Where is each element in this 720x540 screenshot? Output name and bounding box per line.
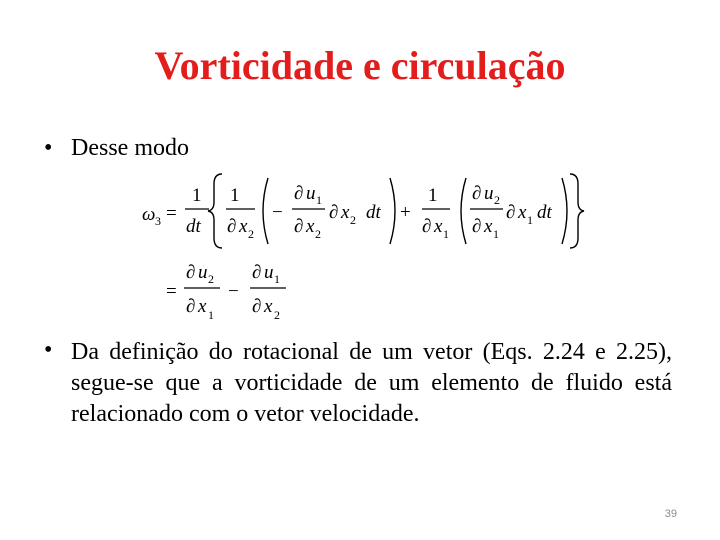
subscript: 1	[493, 227, 499, 241]
omega-symbol: ω	[142, 204, 156, 225]
x-variable: x	[434, 216, 443, 237]
partial-symbol: ∂	[227, 216, 237, 237]
fraction-numerator: 1	[192, 185, 202, 206]
vorticity-equation	[130, 166, 600, 331]
u-variable: u	[484, 183, 494, 204]
subscript: 2	[315, 227, 321, 241]
x-variable: x	[518, 202, 527, 223]
subscript: 2	[350, 213, 356, 227]
subscript: 2	[208, 272, 214, 286]
x-variable: x	[484, 216, 493, 237]
subscript: 2	[494, 193, 500, 207]
bullet-item	[44, 337, 672, 430]
subscript: 2	[248, 227, 254, 241]
page-number: 39	[664, 508, 677, 520]
partial-symbol: ∂	[506, 202, 516, 223]
u-variable: u	[306, 183, 316, 204]
bullet-marker: •	[44, 135, 53, 161]
partial-symbol: ∂	[294, 216, 304, 237]
bullet-item	[44, 135, 189, 162]
partial-symbol: ∂	[252, 262, 262, 283]
partial-symbol: ∂	[472, 183, 482, 204]
partial-symbol: ∂	[186, 262, 196, 283]
partial-symbol: ∂	[294, 183, 304, 204]
slide-title: Vorticidade e circulação	[154, 43, 566, 88]
x-variable: x	[341, 202, 350, 223]
u-variable: u	[264, 262, 274, 283]
x-variable: x	[198, 296, 207, 317]
dt-term: dt	[537, 202, 552, 223]
subscript: 1	[316, 193, 322, 207]
omega-subscript: 3	[155, 214, 161, 228]
fraction-numerator: 1	[230, 185, 240, 206]
equals-sign: =	[166, 203, 177, 224]
partial-symbol: ∂	[252, 296, 262, 317]
partial-symbol: ∂	[186, 296, 196, 317]
dt-term: dt	[366, 202, 381, 223]
bullet-text: Da definição do rotacional de um vetor (Eqs. 2.24 e 2.25), segue-se que a vorticidade de um elemento de fluido está relacionado com o vetor velocidade.	[71, 339, 672, 427]
equals-sign: =	[166, 281, 177, 302]
fraction-numerator: 1	[428, 185, 438, 206]
x-variable: x	[264, 296, 273, 317]
subscript: 1	[274, 272, 280, 286]
bullet-marker: •	[44, 337, 53, 363]
plus-sign: +	[400, 202, 411, 223]
subscript: 2	[274, 308, 280, 322]
subscript: 1	[527, 213, 533, 227]
u-variable: u	[198, 262, 208, 283]
bullet-text: Desse modo	[71, 135, 189, 161]
x-variable: x	[239, 216, 248, 237]
partial-symbol: ∂	[329, 202, 339, 223]
subscript: 1	[443, 227, 449, 241]
minus-sign: −	[228, 281, 239, 302]
fraction-denominator: dt	[186, 216, 201, 237]
x-variable: x	[306, 216, 315, 237]
minus-sign: −	[272, 202, 283, 223]
partial-symbol: ∂	[472, 216, 482, 237]
partial-symbol: ∂	[422, 216, 432, 237]
subscript: 1	[208, 308, 214, 322]
